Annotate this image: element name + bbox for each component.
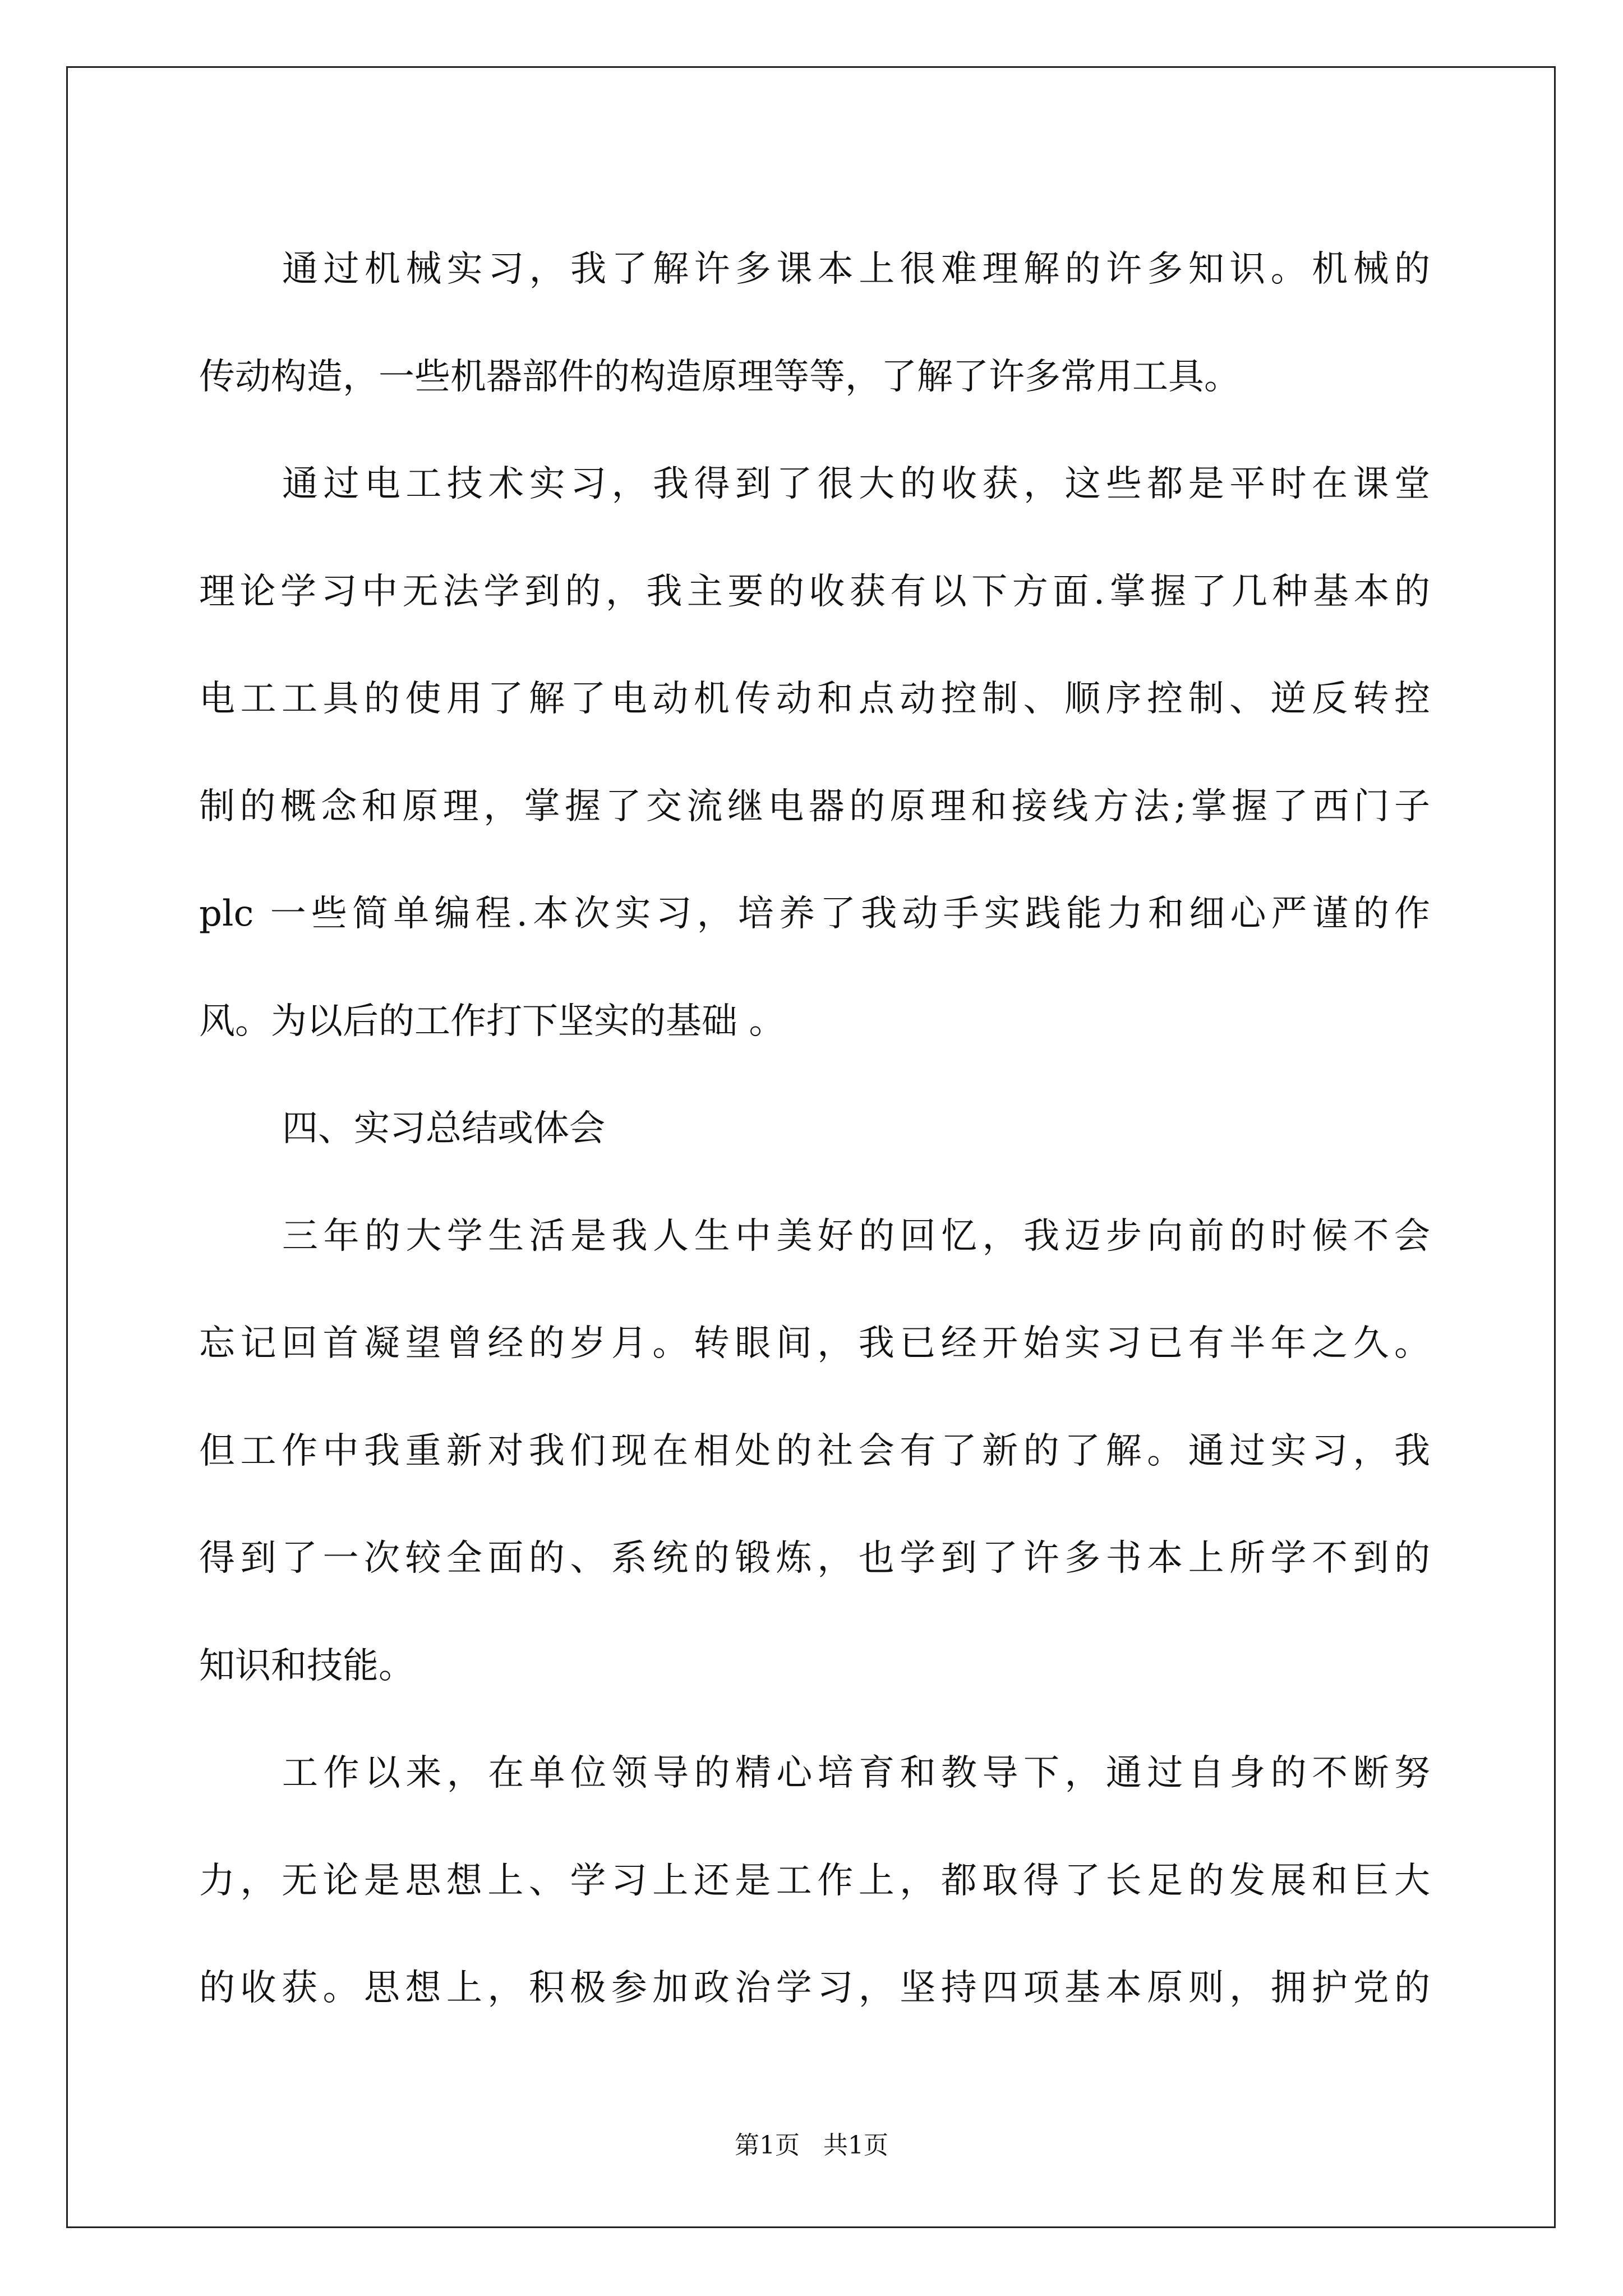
text-line: plc 一些简单编程.本次实习，培养了我动手实践能力和细心严谨的作 bbox=[199, 893, 1430, 935]
text-line: 三年的大学生活是我人生中美好的回忆，我迈步向前的时候不会 bbox=[282, 1215, 1430, 1257]
text-line: 风。为以后的工作打下坚实的基础 。 bbox=[199, 1000, 785, 1042]
text-line: 制的概念和原理，掌握了交流继电器的原理和接线方法;掌握了西门子 bbox=[199, 785, 1430, 827]
text-line: 忘记回首凝望曾经的岁月。转眼间，我已经开始实习已有半年之久。 bbox=[199, 1323, 1430, 1364]
section-heading: 四、实习总结或体会 bbox=[282, 1108, 605, 1149]
page-footer: 第1页 共1页 bbox=[735, 2131, 888, 2160]
text-line: 得到了一次较全面的、系统的锻炼，也学到了许多书本上所学不到的 bbox=[199, 1538, 1430, 1579]
document-body bbox=[199, 216, 1430, 2042]
text-line: 工作以来，在单位领导的精心培育和教导下，通过自身的不断努 bbox=[282, 1752, 1430, 1794]
text-line: 力，无论是思想上、学习上还是工作上，都取得了长足的发展和巨大 bbox=[199, 1860, 1430, 1902]
text-line: 通过电工技术实习，我得到了很大的收获，这些都是平时在课堂 bbox=[282, 463, 1430, 505]
text-line: 电工工具的使用了解了电动机传动和点动控制、顺序控制、逆反转控 bbox=[199, 678, 1430, 720]
text-line: 但工作中我重新对我们现在相处的社会有了新的了解。通过实习，我 bbox=[199, 1430, 1430, 1472]
text-line: 理论学习中无法学到的，我主要的收获有以下方面.掌握了几种基本的 bbox=[199, 570, 1430, 613]
text-line: 知识和技能。 bbox=[199, 1645, 414, 1687]
text-line: 传动构造，一些机器部件的构造原理等等，了解了许多常用工具。 bbox=[199, 356, 1240, 398]
text-line: 通过机械实习，我了解许多课本上很难理解的许多知识。机械的 bbox=[282, 249, 1430, 290]
text-line: 的收获。思想上，积极参加政治学习，坚持四项基本原则，拥护党的 bbox=[199, 1967, 1430, 2009]
